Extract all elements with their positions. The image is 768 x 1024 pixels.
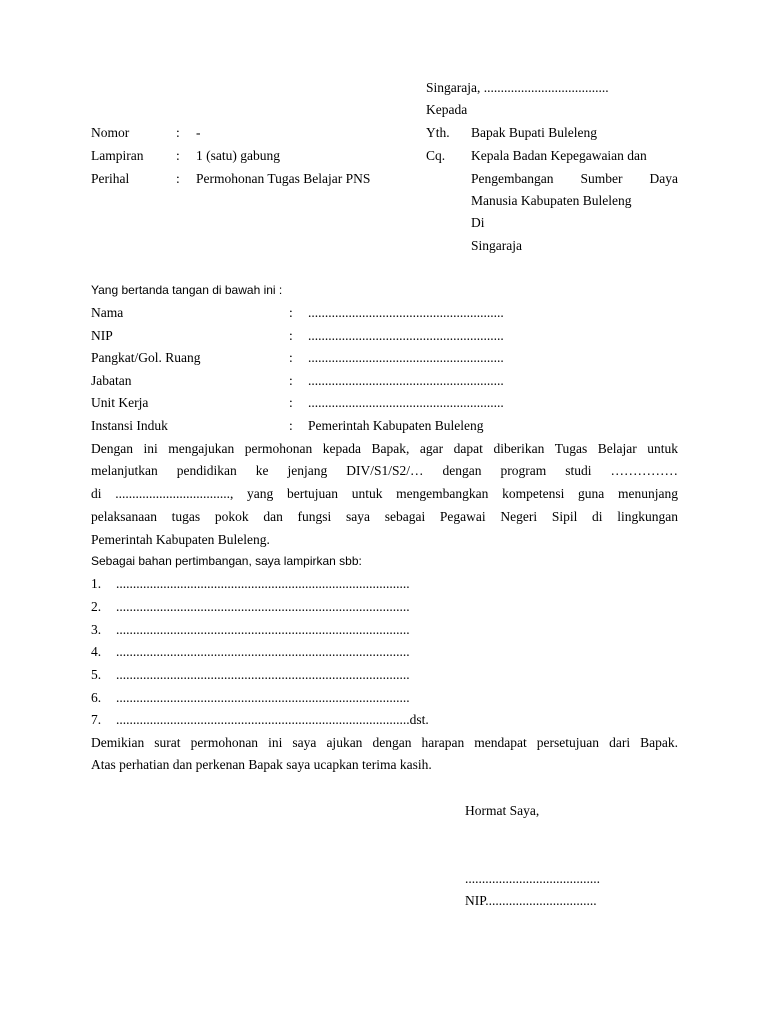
field-instansi-value: Pemerintah Kabupaten Buleleng xyxy=(308,418,484,433)
field-nip-colon: : xyxy=(289,328,293,343)
field-instansi-colon: : xyxy=(289,418,293,433)
attach-line: ....................................................................................... xyxy=(116,667,410,682)
field-nama-label: Nama xyxy=(91,305,124,320)
body-line-4: pelaksanaan tugas pokok dan fungsi saya sebagai Pegawai Negeri Sipil di lingkungan xyxy=(91,509,678,524)
field-pangkat-label: Pangkat/Gol. Ruang xyxy=(91,350,201,365)
field-nama-colon: : xyxy=(289,305,293,320)
field-unit-label: Unit Kerja xyxy=(91,395,149,410)
attach-line: ....................................................................................... xyxy=(116,576,410,591)
field-jabatan-label: Jabatan xyxy=(91,373,132,388)
body-line-5: Pemerintah Kabupaten Buleleng. xyxy=(91,532,270,547)
place-date: Singaraja, ..................................... xyxy=(426,80,609,95)
field-unit-value: .......................................................... xyxy=(308,395,504,410)
nomor-colon: : xyxy=(176,125,180,140)
nomor-label: Nomor xyxy=(91,125,130,140)
lampiran-label: Lampiran xyxy=(91,148,144,163)
attach-line: ....................................................................................... xyxy=(116,690,410,705)
body-line-2: melanjutkan pendidikan ke jenjang DIV/S1/S2/… dengan program studi …………… xyxy=(91,463,678,478)
field-unit-colon: : xyxy=(289,395,293,410)
closing-line-2: Atas perhatian dan perkenan Bapak saya ucapkan terima kasih. xyxy=(91,757,432,772)
attach-line: ....................................................................................... xyxy=(116,644,410,659)
field-jabatan-colon: : xyxy=(289,373,293,388)
field-nama-value: .......................................................... xyxy=(308,305,504,320)
attach-num: 3. xyxy=(91,622,102,637)
attach-line: ....................................................................................... xyxy=(116,622,410,637)
attach-num: 4. xyxy=(91,644,102,659)
cq-line-5: Singaraja xyxy=(471,238,522,253)
perihal-value: Permohonan Tugas Belajar PNS xyxy=(196,171,371,186)
lampiran-colon: : xyxy=(176,148,180,163)
cq-line-4: Di xyxy=(471,215,485,230)
kepada-label: Kepada xyxy=(426,102,468,117)
attach-num: 7. xyxy=(91,712,102,727)
body-line-1: Dengan ini mengajukan permohonan kepada Bapak, agar dapat diberikan Tugas Belajar untuk xyxy=(91,441,678,456)
field-pangkat-colon: : xyxy=(289,350,293,365)
attach-num: 6. xyxy=(91,690,102,705)
field-instansi-label: Instansi Induk xyxy=(91,418,168,433)
body-line-3: di .................................., yang bertujuan untuk mengembangkan kompetensi guna menunjang xyxy=(91,486,678,501)
cq-line-2: Pengembangan Sumber Daya xyxy=(471,171,678,186)
attach-num: 1. xyxy=(91,576,102,591)
attach-intro: Sebagai bahan pertimbangan, saya lampirkan sbb: xyxy=(91,554,362,568)
cq-label: Cq. xyxy=(426,148,446,163)
perihal-colon: : xyxy=(176,171,180,186)
signature-name-line: ........................................ xyxy=(465,871,600,886)
yth-value: Bapak Bupati Buleleng xyxy=(471,125,597,140)
attach-num: 2. xyxy=(91,599,102,614)
yth-label: Yth. xyxy=(426,125,450,140)
field-pangkat-value: .......................................................... xyxy=(308,350,504,365)
closing-line-1: Demikian surat permohonan ini saya ajukan dengan harapan mendapat persetujuan dari Bapak. xyxy=(91,735,678,750)
signature-greeting: Hormat Saya, xyxy=(465,803,540,818)
attach-line: ....................................................................................... xyxy=(116,599,410,614)
perihal-label: Perihal xyxy=(91,171,130,186)
nomor-value: - xyxy=(196,125,201,140)
intro-text: Yang bertanda tangan di bawah ini : xyxy=(91,283,283,297)
cq-line-1: Kepala Badan Kepegawaian dan xyxy=(471,148,647,163)
field-nip-label: NIP xyxy=(91,328,113,343)
lampiran-value: 1 (satu) gabung xyxy=(196,148,280,163)
field-jabatan-value: .......................................................... xyxy=(308,373,504,388)
cq-line-3: Manusia Kabupaten Buleleng xyxy=(471,193,632,208)
attach-num: 5. xyxy=(91,667,102,682)
field-nip-value: .......................................................... xyxy=(308,328,504,343)
signature-nip-line: NIP................................. xyxy=(465,893,597,908)
attach-line: .......................................................................................dst. xyxy=(116,712,429,727)
